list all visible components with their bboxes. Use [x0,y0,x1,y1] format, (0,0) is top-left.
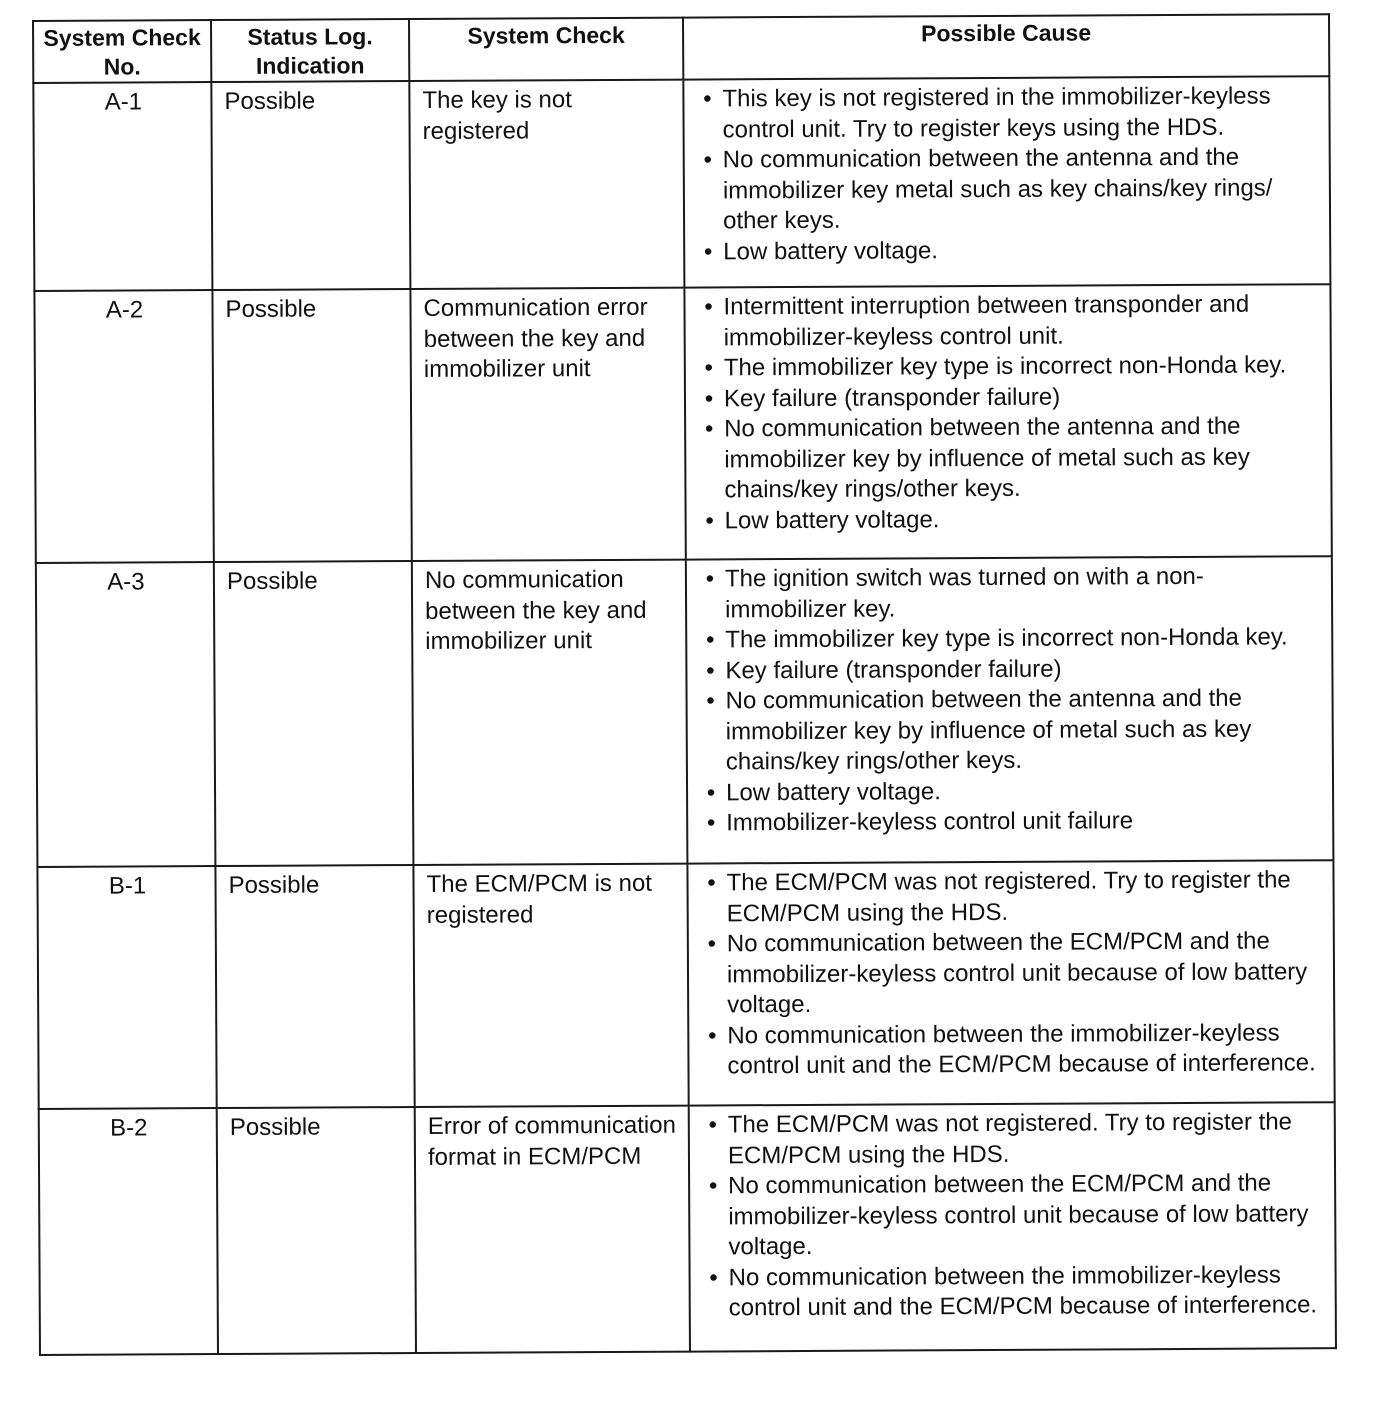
cause-text: The ignition switch was turned on with a non-immobilizer key. [724,562,1204,623]
bullet-icon: • [704,384,714,412]
cause-item [697,142,1319,237]
system-check-cell: The ECM/PCM is not registered [413,864,688,1107]
cause-item [700,865,1322,929]
bullet-icon: • [708,1111,718,1139]
cause-item [699,622,1321,656]
cause-text: The ECM/PCM was not registered. Try to register the ECM/PCM using the HDS. [727,1108,1293,1169]
cause-list [702,1107,1325,1324]
header-possible-cause: Possible Cause [683,14,1329,79]
system-check-cell: Communication error between the key and immobilizer unit [410,288,685,561]
bullet-icon: • [707,930,717,958]
cause-text: Low battery voltage. [723,236,939,265]
check-number-cell: A-2 [34,290,213,563]
bullet-icon: • [705,626,715,654]
status-cell: Possible [212,289,411,562]
cause-list [699,561,1322,839]
cause-text: The immobilizer key type is incorrect non-Honda key. [723,351,1287,382]
cause-item [697,234,1319,268]
bullet-icon: • [708,1021,717,1049]
header-system-check: System Check [409,18,683,81]
system-check-cell: Error of communication format in ECM/PCM [415,1106,690,1353]
cause-text: No communication between the antenna and the immobilizer key by influence of metal such as key chains/key rings/other keys. [725,684,1252,776]
cause-text: Low battery voltage. [724,505,940,534]
possible-cause-cell [687,860,1334,1105]
cause-text: No communication between the immobilizer-keyless control unit and the ECM/PCM because of interference. [728,1260,1318,1322]
cause-item [697,289,1319,353]
bullet-icon: • [709,1263,718,1291]
status-cell: Possible [215,865,414,1108]
cause-item [699,653,1321,687]
check-number-cell: B-1 [37,866,216,1109]
bullet-icon: • [706,809,716,837]
bullet-icon: • [703,146,713,174]
status-cell: Possible [217,1107,416,1354]
cause-text: No communication between the antenna and the immobilizer key by influence of metal such as key chains/key rings/other keys. [724,412,1250,504]
cause-text: No communication between the antenna and the immobilizer key metal such as key chains/key rings/ other keys. [722,143,1273,235]
possible-cause-cell [686,556,1334,863]
system-check-cell: The key is not registered [409,80,684,289]
bullet-icon: • [703,85,712,113]
bullet-icon: • [706,778,716,806]
check-number-cell: A-3 [36,562,216,867]
bullet-icon: • [707,869,716,897]
cause-item [698,411,1320,506]
bullet-icon: • [708,1172,718,1200]
cause-item [696,81,1318,145]
cause-item [701,1018,1323,1082]
cause-text: Immobilizer-keyless control unit failure [726,807,1134,837]
cause-item [698,381,1320,415]
cause-text: Key failure (transponder failure) [725,655,1062,684]
table-row [36,556,1334,867]
cause-text: The immobilizer key type is incorrect non-Honda key. [725,623,1288,654]
cause-item [699,683,1321,778]
cause-text: Key failure (transponder failure) [723,383,1061,412]
bullet-icon: • [706,687,715,715]
cause-item [698,350,1320,384]
possible-cause-cell [683,76,1330,287]
cause-text: No communication between the immobilizer-keyless control unit and the ECM/PCM because of interference. [727,1018,1316,1080]
cause-item [699,561,1321,625]
possible-cause-cell [684,284,1331,559]
possible-cause-cell [689,1102,1336,1351]
cause-list [697,289,1320,536]
table-row [33,76,1330,291]
system-check-cell: No communication between the key and immobilizer unit [412,560,688,865]
table-row [37,860,1334,1109]
cause-text: No communication between the ECM/PCM and the immobilizer-keyless control unit because of low battery voltage. [728,1169,1309,1261]
table-row [34,284,1331,563]
table-header-row [33,14,1329,83]
cause-item [703,1260,1325,1324]
table-row [39,1102,1336,1355]
cause-item [702,1107,1324,1171]
cause-text: Intermittent interruption between transponder and immobilizer-keyless control unit. [723,290,1250,351]
cause-item [701,926,1323,1021]
bullet-icon: • [704,415,714,443]
cause-item [702,1168,1324,1263]
check-number-cell: A-1 [33,82,212,291]
cause-text: No communication between the ECM/PCM and the immobilizer-keyless control unit because of low battery voltage. [726,927,1308,1019]
bullet-icon: • [704,354,714,382]
system-check-table [32,13,1337,1356]
cause-item [700,805,1322,839]
header-status-log-indication: Status Log. Indication [211,19,409,82]
status-cell: Possible [211,81,410,290]
bullet-icon: • [704,293,713,321]
cause-text: This key is not registered in the immobilizer-keyless control unit. Try to register keys using the HDS. [722,82,1271,143]
bullet-icon: • [706,656,715,684]
cause-text: Low battery voltage. [725,777,941,806]
cause-item [699,503,1321,537]
cause-list [700,865,1323,1082]
status-cell: Possible [214,561,414,866]
bullet-icon: • [705,565,715,593]
cause-list [696,81,1319,267]
check-number-cell: B-2 [39,1108,218,1355]
bullet-icon: • [705,506,714,534]
header-system-check-no: System Check No. [33,20,211,83]
cause-text: The ECM/PCM was not registered. Try to register the ECM/PCM using the HDS. [726,866,1291,927]
bullet-icon: • [703,237,713,265]
cause-item [700,775,1322,809]
